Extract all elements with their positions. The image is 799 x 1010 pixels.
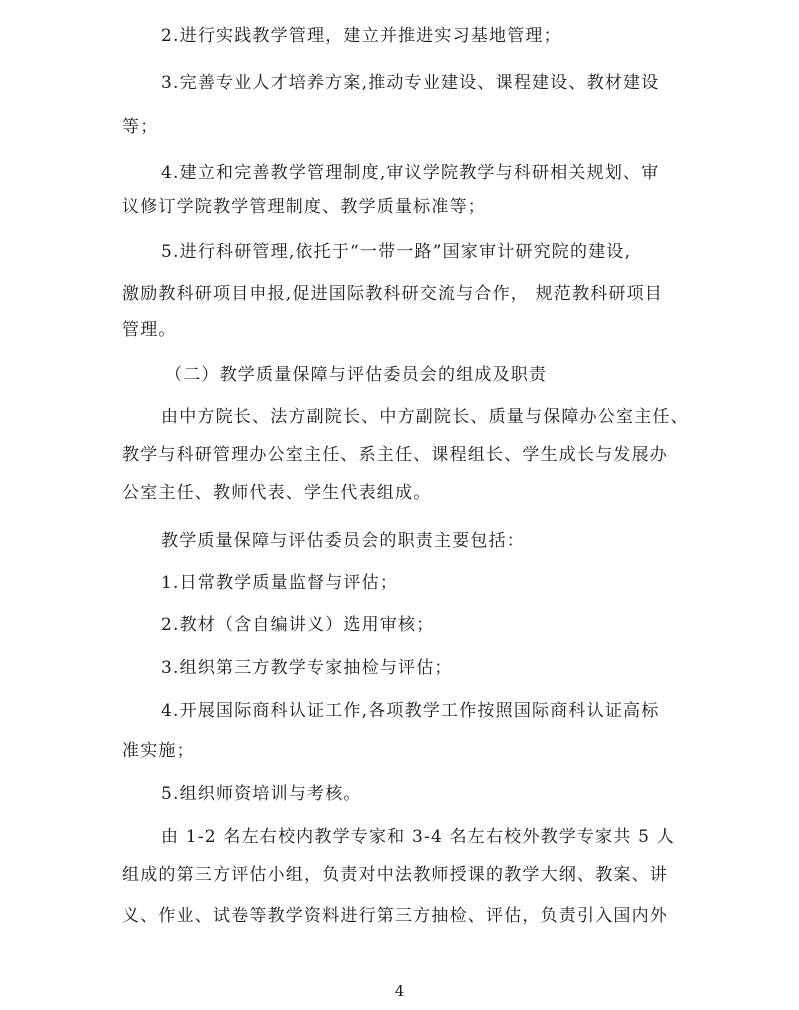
text-line: 管理。 — [122, 320, 177, 340]
text-line: 义、作业、试卷等教学资料进行第三方抽检、评估，负责引入国内外 — [122, 906, 668, 926]
text-line: 教学质量保障与评估委员会的职责主要包括： — [161, 531, 525, 551]
text-line: 由中方院长、法方副院长、中方副院长、质量与保障办公室主任、 — [161, 407, 689, 427]
text-line: 由 1-2 名左右校内教学专家和 3-4 名左右校外教学专家共 5 人 — [161, 827, 675, 847]
text-line: 3.完善专业人才培养方案,推动专业建设、课程建设、教材建设 — [161, 73, 660, 93]
text-line: 教学与科研管理办公室主任、系主任、课程组长、学生成长与发展办 — [122, 445, 668, 465]
section-heading: （二）教学质量保障与评估委员会的组成及职责 — [165, 365, 548, 385]
text-line: 1.日常教学质量监督与评估； — [161, 573, 399, 593]
text-line: 组成的第三方评估小组，负责对中法教师授课的教学大纲、教案、讲 — [122, 865, 668, 885]
text-line: 准实施； — [122, 741, 195, 761]
text-line: 议修订学院教学管理制度、教学质量标准等； — [122, 197, 486, 217]
text-line: 2.进行实践教学管理，建立并推进实习基地管理； — [161, 26, 562, 46]
page-number: 4 — [394, 982, 405, 1000]
text-line: 激励教科研项目申报,促进国际教科研交流与合作， 规范教科研项目 — [122, 284, 664, 304]
text-line: 公室主任、教师代表、学生代表组成。 — [122, 483, 432, 503]
text-line: 等； — [122, 117, 159, 137]
text-line: 4.开展国际商科认证工作,各项教学工作按照国际商科认证高标 — [161, 701, 660, 721]
text-line: 4.建立和完善教学管理制度,审议学院教学与科研相关规划、审 — [161, 163, 660, 183]
text-line: 5.进行科研管理,依托于“一带一路”国家审计研究院的建设, — [161, 242, 632, 262]
text-line: 2.教材（含自编讲义）选用审核； — [161, 615, 435, 635]
text-line: 5.组织师资培训与考核。 — [161, 784, 362, 804]
text-line: 3.组织第三方教学专家抽检与评估； — [161, 658, 453, 678]
